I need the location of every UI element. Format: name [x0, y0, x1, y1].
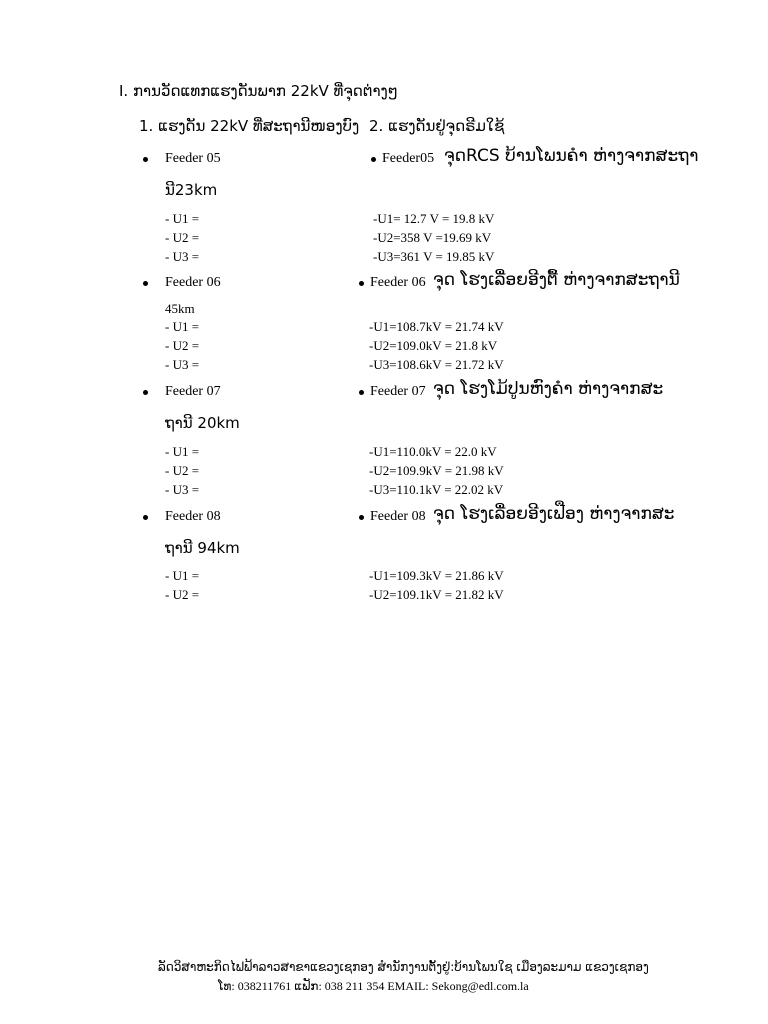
bullet-icon	[143, 281, 148, 286]
feeder-07-name: Feeder 07	[165, 384, 221, 399]
feeder-05-u3-label: - U3 =	[165, 249, 200, 264]
bullet-icon	[359, 515, 364, 520]
feeder-06-u3-label: - U3 =	[165, 357, 200, 372]
feeder-06-location: ຈຸດ ໂຮງເລື່ອຍອີງຕື້ ຫ່າງຈາກສະຖານີ	[433, 270, 680, 290]
feeder-06-right-label: Feeder 06	[370, 275, 426, 290]
bullet-icon	[143, 515, 148, 520]
feeder-08-u2-label: - U2 =	[165, 587, 200, 602]
feeder-08-right-label: Feeder 08	[370, 509, 426, 524]
feeder-05-u2-label: - U2 =	[165, 230, 200, 245]
bullet-icon	[359, 281, 364, 286]
feeder-06-u2-label: - U2 =	[165, 338, 200, 353]
section-title: I. ການວັດແທກແຮງດັນພາກ 22kV ທີ່ຈຸດຕ່າງໆ	[119, 82, 398, 100]
feeder-06-u1-value: -U1=108.7kV = 21.74 kV	[369, 319, 504, 334]
feeder-06-name: Feeder 06	[165, 275, 221, 290]
feeder-07-u3-value: -U3=110.1kV = 22.02 kV	[369, 482, 504, 497]
feeder-06-u1-label: - U1 =	[165, 319, 200, 334]
feeder-08-u1-label: - U1 =	[165, 568, 200, 583]
feeder-05-distance: ນີ23km	[165, 181, 218, 199]
feeder-05-name: Feeder 05	[165, 151, 221, 166]
feeder-06-u2-value: -U2=109.0kV = 21.8 kV	[369, 338, 498, 353]
feeder-05-u1-value: -U1= 12.7 V = 19.8 kV	[373, 211, 495, 226]
feeder-07-distance: ຖານີ 20km	[165, 414, 240, 432]
feeder-08-distance: ຖານີ 94km	[165, 539, 240, 557]
feeder-07-u1-value: -U1=110.0kV = 22.0 kV	[369, 444, 497, 459]
bullet-icon	[371, 157, 376, 162]
feeder-05-u2-value: -U2=358 V =19.69 kV	[373, 230, 492, 245]
feeder-07-location: ຈຸດ ໂຮງໂມ້ປູນຫົງຄຳ ຫ່າງຈາກສະ	[433, 379, 664, 399]
footer-address: ລັດວິສາຫະກິດໄຟຟ້າລາວສາຂາແຂວງເຊກອງ ສຳນັກງານຕັ້ງຢູ່:ບ້ານໂພນໃຊ ເມືອງລະມາມ ແຂວງເຊກອງ	[158, 960, 649, 974]
feeder-08-u2-value: -U2=109.1kV = 21.82 kV	[369, 587, 504, 602]
feeder-05-location: ຈຸດRCS ບ້ານໂພນຄຳ ຫ່າງຈາກສະຖາ	[444, 146, 699, 166]
feeder-08-u1-value: -U1=109.3kV = 21.86 kV	[369, 568, 504, 583]
bullet-icon	[143, 157, 148, 162]
bullet-icon	[359, 390, 364, 395]
feeder-05-right-label: Feeder05	[382, 151, 435, 166]
feeder-07-right-label: Feeder 07	[370, 384, 426, 399]
feeder-06-u3-value: -U3=108.6kV = 21.72 kV	[369, 357, 504, 372]
feeder-06-distance: 45km	[165, 301, 195, 316]
bullet-icon	[143, 390, 148, 395]
feeder-05-u3-value: -U3=361 V = 19.85 kV	[373, 249, 495, 264]
feeder-08-name: Feeder 08	[165, 509, 221, 524]
feeder-08-location: ຈຸດ ໂຮງເລື່ອຍອີງເຟືອງ ຫ່າງຈາກສະ	[433, 504, 675, 524]
footer-contact: ໂທ: 038211761 ແຟັກ: 038 211 354 EMAIL: Sekong@edl.com.la	[218, 979, 529, 993]
column1-heading: 1. ແຮງດັນ 22kV ທີ່ສະຖານີໜອງບົງ	[139, 117, 360, 135]
column2-heading: 2. ແຮງດັນຢູ່ຈຸດຣີມໃຊ້	[369, 117, 505, 135]
feeder-07-u3-label: - U3 =	[165, 482, 200, 497]
feeder-07-u2-value: -U2=109.9kV = 21.98 kV	[369, 463, 504, 478]
feeder-07-u2-label: - U2 =	[165, 463, 200, 478]
feeder-05-u1-label: - U1 =	[165, 211, 200, 226]
feeder-07-u1-label: - U1 =	[165, 444, 200, 459]
